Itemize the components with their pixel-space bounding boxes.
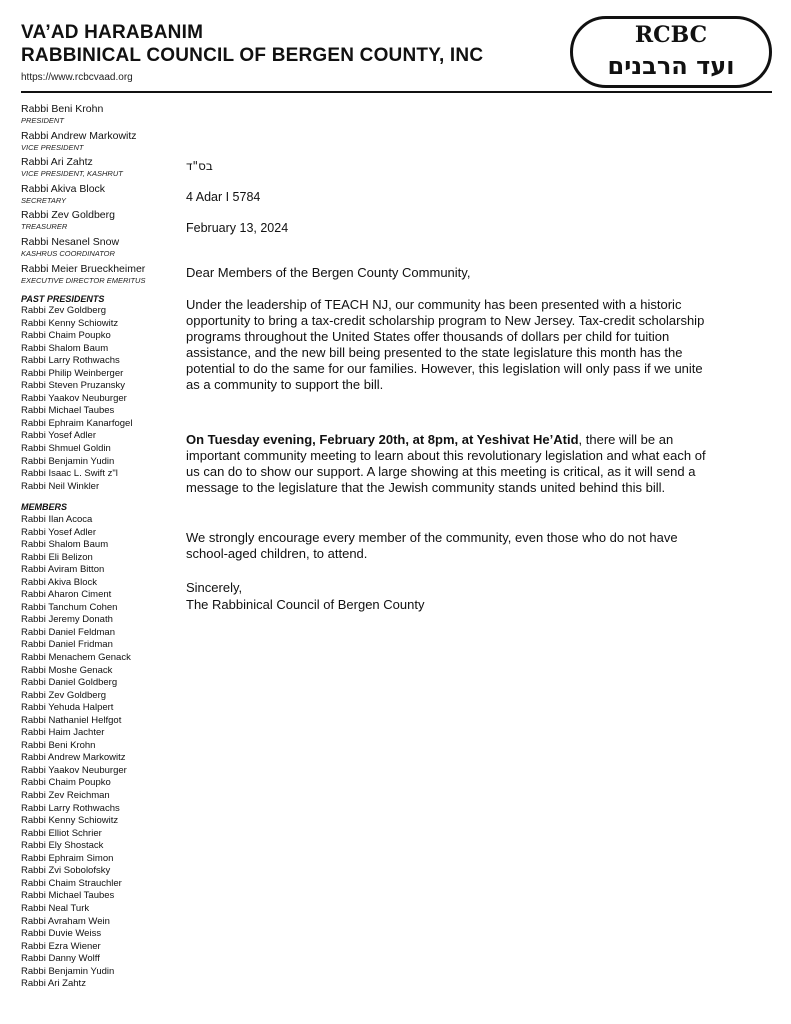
website-link[interactable]: https://www.rcbcvaad.org bbox=[21, 72, 133, 83]
list-item: Rabbi Benjamin Yudin bbox=[21, 965, 115, 977]
paragraph-3: We strongly encourage every member of the community, even those who do not have school-aged children, to attend. bbox=[186, 530, 678, 562]
officer-name: Rabbi Ari Zahtz bbox=[21, 156, 93, 169]
hebrew-date: 4 Adar I 5784 bbox=[186, 190, 261, 204]
officer-name: Rabbi Meier Brueckheimer bbox=[21, 262, 146, 275]
list-item: Rabbi Yehuda Halpert bbox=[21, 702, 114, 714]
officer-name: Rabbi Andrew Markowitz bbox=[21, 129, 137, 142]
letter-date: February 13, 2024 bbox=[186, 221, 289, 235]
list-item: Rabbi Larry Rothwachs bbox=[21, 355, 120, 367]
list-item: Rabbi Zev Reichman bbox=[21, 790, 110, 802]
list-item: Rabbi Aharon Ciment bbox=[21, 589, 112, 601]
list-item: Rabbi Akiva Block bbox=[21, 576, 98, 588]
list-item: Rabbi Neal Turk bbox=[21, 902, 90, 914]
list-item: Rabbi Aviram Bitton bbox=[21, 564, 105, 576]
list-item: Rabbi Daniel Feldman bbox=[21, 626, 115, 638]
list-item: Rabbi Zev Goldberg bbox=[21, 305, 107, 316]
officers-list bbox=[21, 103, 181, 289]
list-item: Rabbi Kenny Schiowitz bbox=[21, 317, 119, 329]
list-item: Rabbi Ephraim Simon bbox=[21, 852, 114, 864]
list-item: Rabbi Ari Zahtz bbox=[21, 978, 86, 990]
officer-entry bbox=[21, 103, 181, 130]
list-item: Rabbi Nathaniel Helfgot bbox=[21, 714, 122, 726]
list-item: Rabbi Yaakov Neuburger bbox=[21, 764, 127, 776]
paragraph-2-text: , there will be an important community meeting to learn about this revolutionary legislation and what each of us can do to show our support. A large showing at this meeting is critical, as it will send a message to the legislature that the Jewish community stands united behind this bill. bbox=[186, 432, 706, 496]
list-item: Rabbi Larry Rothwachs bbox=[21, 802, 120, 814]
list-item: Rabbi Benjamin Yudin bbox=[21, 455, 115, 467]
list-item: Rabbi Tanchum Cohen bbox=[21, 601, 118, 613]
list-item: Rabbi Michael Taubes bbox=[21, 890, 115, 902]
officer-entry bbox=[21, 263, 181, 290]
list-item: Rabbi Yaakov Neuburger bbox=[21, 392, 127, 404]
org-name-hebrew-transliteration: VA’AD HARABANIM bbox=[21, 22, 204, 43]
officer-name: Rabbi Beni Krohn bbox=[21, 103, 104, 115]
list-item: Rabbi Shmuel Goldin bbox=[21, 443, 111, 455]
logo-abbrev: RCBC bbox=[634, 22, 708, 48]
list-item: Rabbi Daniel Fridman bbox=[21, 639, 113, 651]
list-item: Rabbi Ilan Acoca bbox=[21, 514, 93, 525]
org-name-english: RABBINICAL COUNCIL OF BERGEN COUNTY, INC bbox=[21, 45, 484, 66]
list-item: Rabbi Haim Jachter bbox=[21, 727, 105, 739]
list-item: Rabbi Chaim Poupko bbox=[21, 330, 111, 342]
paragraph-2 bbox=[186, 432, 711, 496]
list-item: Rabbi Philip Weinberger bbox=[21, 367, 124, 379]
list-item: Rabbi Beni Krohn bbox=[21, 739, 96, 751]
list-item: Rabbi Avraham Wein bbox=[21, 915, 110, 927]
past-presidents-list bbox=[21, 305, 132, 493]
list-item: Rabbi Neil Winkler bbox=[21, 480, 100, 492]
officer-title: PRESIDENT bbox=[21, 116, 64, 125]
salutation: Dear Members of the Bergen County Community, bbox=[186, 265, 471, 280]
header-divider bbox=[21, 91, 772, 93]
list-item: Rabbi Moshe Genack bbox=[21, 664, 113, 676]
list-item: Rabbi Eli Belizon bbox=[21, 551, 93, 563]
list-item: Rabbi Duvie Weiss bbox=[21, 928, 102, 940]
list-item: Rabbi Elliot Schrier bbox=[21, 827, 102, 839]
list-item: Rabbi Isaac L. Swift z"l bbox=[21, 468, 118, 480]
paragraph-1: Under the leadership of TEACH NJ, our community has been presented with a historic opportunity to bring a tax-credit scholarship program to New Jersey. Tax-credit scholarship programs throughout the United States offer thousands of dollars per child for tuition assistance, and the new bill being presented to the state legislature this month has the potential to do the same for our families. However, this legislation will only pass if we unite as a community to support the bill. bbox=[186, 297, 705, 393]
officer-name: Rabbi Akiva Block bbox=[21, 182, 106, 195]
officer-entry bbox=[21, 209, 181, 236]
list-item: Rabbi Yosef Adler bbox=[21, 430, 97, 442]
logo-hebrew: ועד הרבנים bbox=[607, 52, 735, 80]
list-item: Rabbi Kenny Schiowitz bbox=[21, 815, 119, 827]
list-item: Rabbi Danny Wolff bbox=[21, 953, 100, 965]
list-item: Rabbi Ezra Wiener bbox=[21, 940, 101, 952]
officer-title: EXECUTIVE DIRECTOR EMERITUS bbox=[21, 275, 146, 285]
officer-title: VICE PRESIDENT bbox=[21, 142, 84, 152]
list-item: Rabbi Michael Taubes bbox=[21, 405, 115, 417]
list-item: Rabbi Ely Shostack bbox=[21, 840, 104, 852]
members-list bbox=[21, 514, 131, 991]
officer-entry bbox=[21, 236, 181, 263]
list-item: Rabbi Daniel Goldberg bbox=[21, 677, 118, 689]
signature: The Rabbinical Council of Bergen County bbox=[186, 597, 425, 612]
closing: Sincerely, bbox=[186, 580, 243, 595]
officer-title: VICE PRESIDENT, KASHRUT bbox=[21, 169, 123, 179]
meeting-details: On Tuesday evening, February 20th, at 8pm, at Yeshivat He’Atid bbox=[186, 432, 579, 447]
list-item: Rabbi Chaim Strauchler bbox=[21, 877, 122, 889]
list-item: Rabbi Chaim Poupko bbox=[21, 777, 111, 789]
list-item: Rabbi Jeremy Donath bbox=[21, 614, 113, 626]
list-item: Rabbi Shalom Baum bbox=[21, 539, 109, 551]
rcbc-logo bbox=[570, 16, 772, 88]
officer-entry bbox=[21, 130, 181, 157]
members-heading: MEMBERS bbox=[21, 502, 68, 512]
list-item: Rabbi Yosef Adler bbox=[21, 526, 97, 538]
officer-entry bbox=[21, 183, 181, 210]
list-item: Rabbi Zvi Sobolofsky bbox=[21, 865, 111, 877]
list-item: Rabbi Zev Goldberg bbox=[21, 689, 107, 701]
list-item: Rabbi Steven Pruzansky bbox=[21, 380, 126, 392]
hebrew-mark: בס"ד bbox=[186, 159, 213, 173]
list-item: Rabbi Ephraim Kanarfogel bbox=[21, 417, 133, 429]
officer-title: KASHRUS COORDINATOR bbox=[21, 248, 115, 258]
officer-name: Rabbi Nesanel Snow bbox=[21, 235, 120, 248]
officer-entry bbox=[21, 156, 181, 183]
list-item: Rabbi Shalom Baum bbox=[21, 342, 109, 354]
list-item: Rabbi Andrew Markowitz bbox=[21, 752, 126, 764]
past-presidents-heading: PAST PRESIDENTS bbox=[21, 294, 105, 304]
officer-title: TREASURER bbox=[21, 222, 68, 232]
list-item: Rabbi Menachem Genack bbox=[21, 652, 131, 664]
officer-title: SECRETARY bbox=[21, 195, 67, 205]
officer-name: Rabbi Zev Goldberg bbox=[21, 209, 115, 222]
